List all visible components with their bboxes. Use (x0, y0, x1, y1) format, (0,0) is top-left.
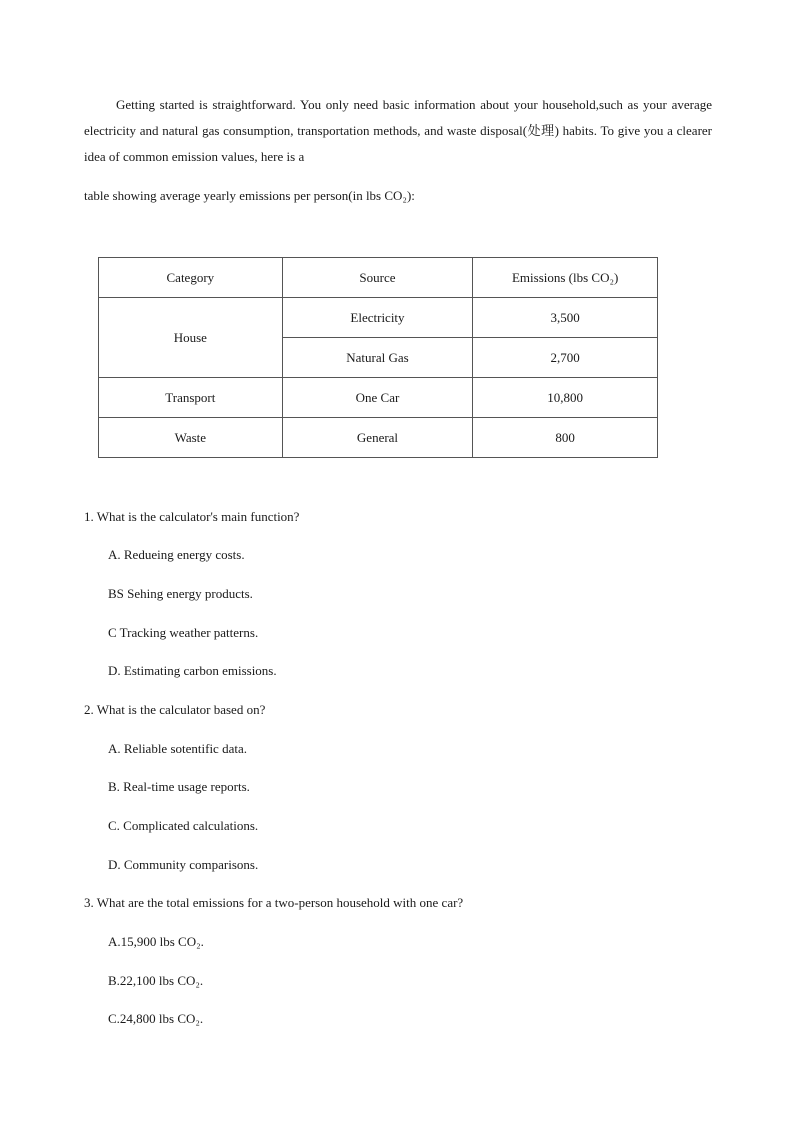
cell-category: Waste (99, 418, 283, 458)
option-2a: A. Reliable sotentific data. (108, 741, 247, 756)
option-2c: C. Complicated calculations. (108, 818, 259, 833)
option-3a: A.15,900 lbs CO₂. (108, 934, 204, 949)
question-2: 2. What is the calculator based on? (84, 702, 266, 717)
cell-source: General (282, 418, 473, 458)
header-category: Category (99, 258, 283, 298)
cell-source: Electricity (282, 298, 473, 338)
option-3c: C.24,800 lbs CO₂. (108, 1011, 204, 1026)
option-1a: A. Redueing energy costs. (108, 547, 245, 562)
cell-category: Transport (99, 378, 283, 418)
cell-source: Natural Gas (282, 338, 473, 378)
table-row (99, 298, 658, 338)
header-emissions: Emissions (lbs CO₂) (473, 258, 658, 298)
question-3: 3. What are the total emissions for a two-person household with one car? (84, 895, 464, 910)
cell-emissions: 10,800 (473, 378, 658, 418)
cell-source: One Car (282, 378, 473, 418)
option-2d: D. Community comparisons. (108, 857, 259, 872)
cell-emissions: 2,700 (473, 338, 658, 378)
cell-emissions: 3,500 (473, 298, 658, 338)
table-header-row (99, 258, 658, 298)
cell-category: House (99, 298, 283, 378)
option-1b: BS Sehing energy products. (108, 586, 253, 601)
emissions-table (98, 257, 658, 458)
intro-text: Getting started is straightforward. You only need basic information about your household,such as your average electricity and natural gas consumption, transportation methods, and waste disposal(处理) habits. To give you a clearer idea of common emission values, here is a (84, 97, 712, 164)
question-1: 1. What is the calculator's main function? (84, 509, 300, 524)
option-1d: D. Estimating carbon emissions. (108, 663, 277, 678)
cell-emissions: 800 (473, 418, 658, 458)
table-row (99, 418, 658, 458)
header-source: Source (282, 258, 473, 298)
option-3b: B.22,100 lbs CO₂. (108, 973, 204, 988)
option-2b: B. Real-time usage reports. (108, 779, 250, 794)
intro-tail: table showing average yearly emissions per person(in lbs CO₂): (84, 188, 415, 203)
option-1c: C Tracking weather patterns. (108, 625, 259, 640)
intro-paragraph (84, 92, 712, 170)
table-row (99, 378, 658, 418)
